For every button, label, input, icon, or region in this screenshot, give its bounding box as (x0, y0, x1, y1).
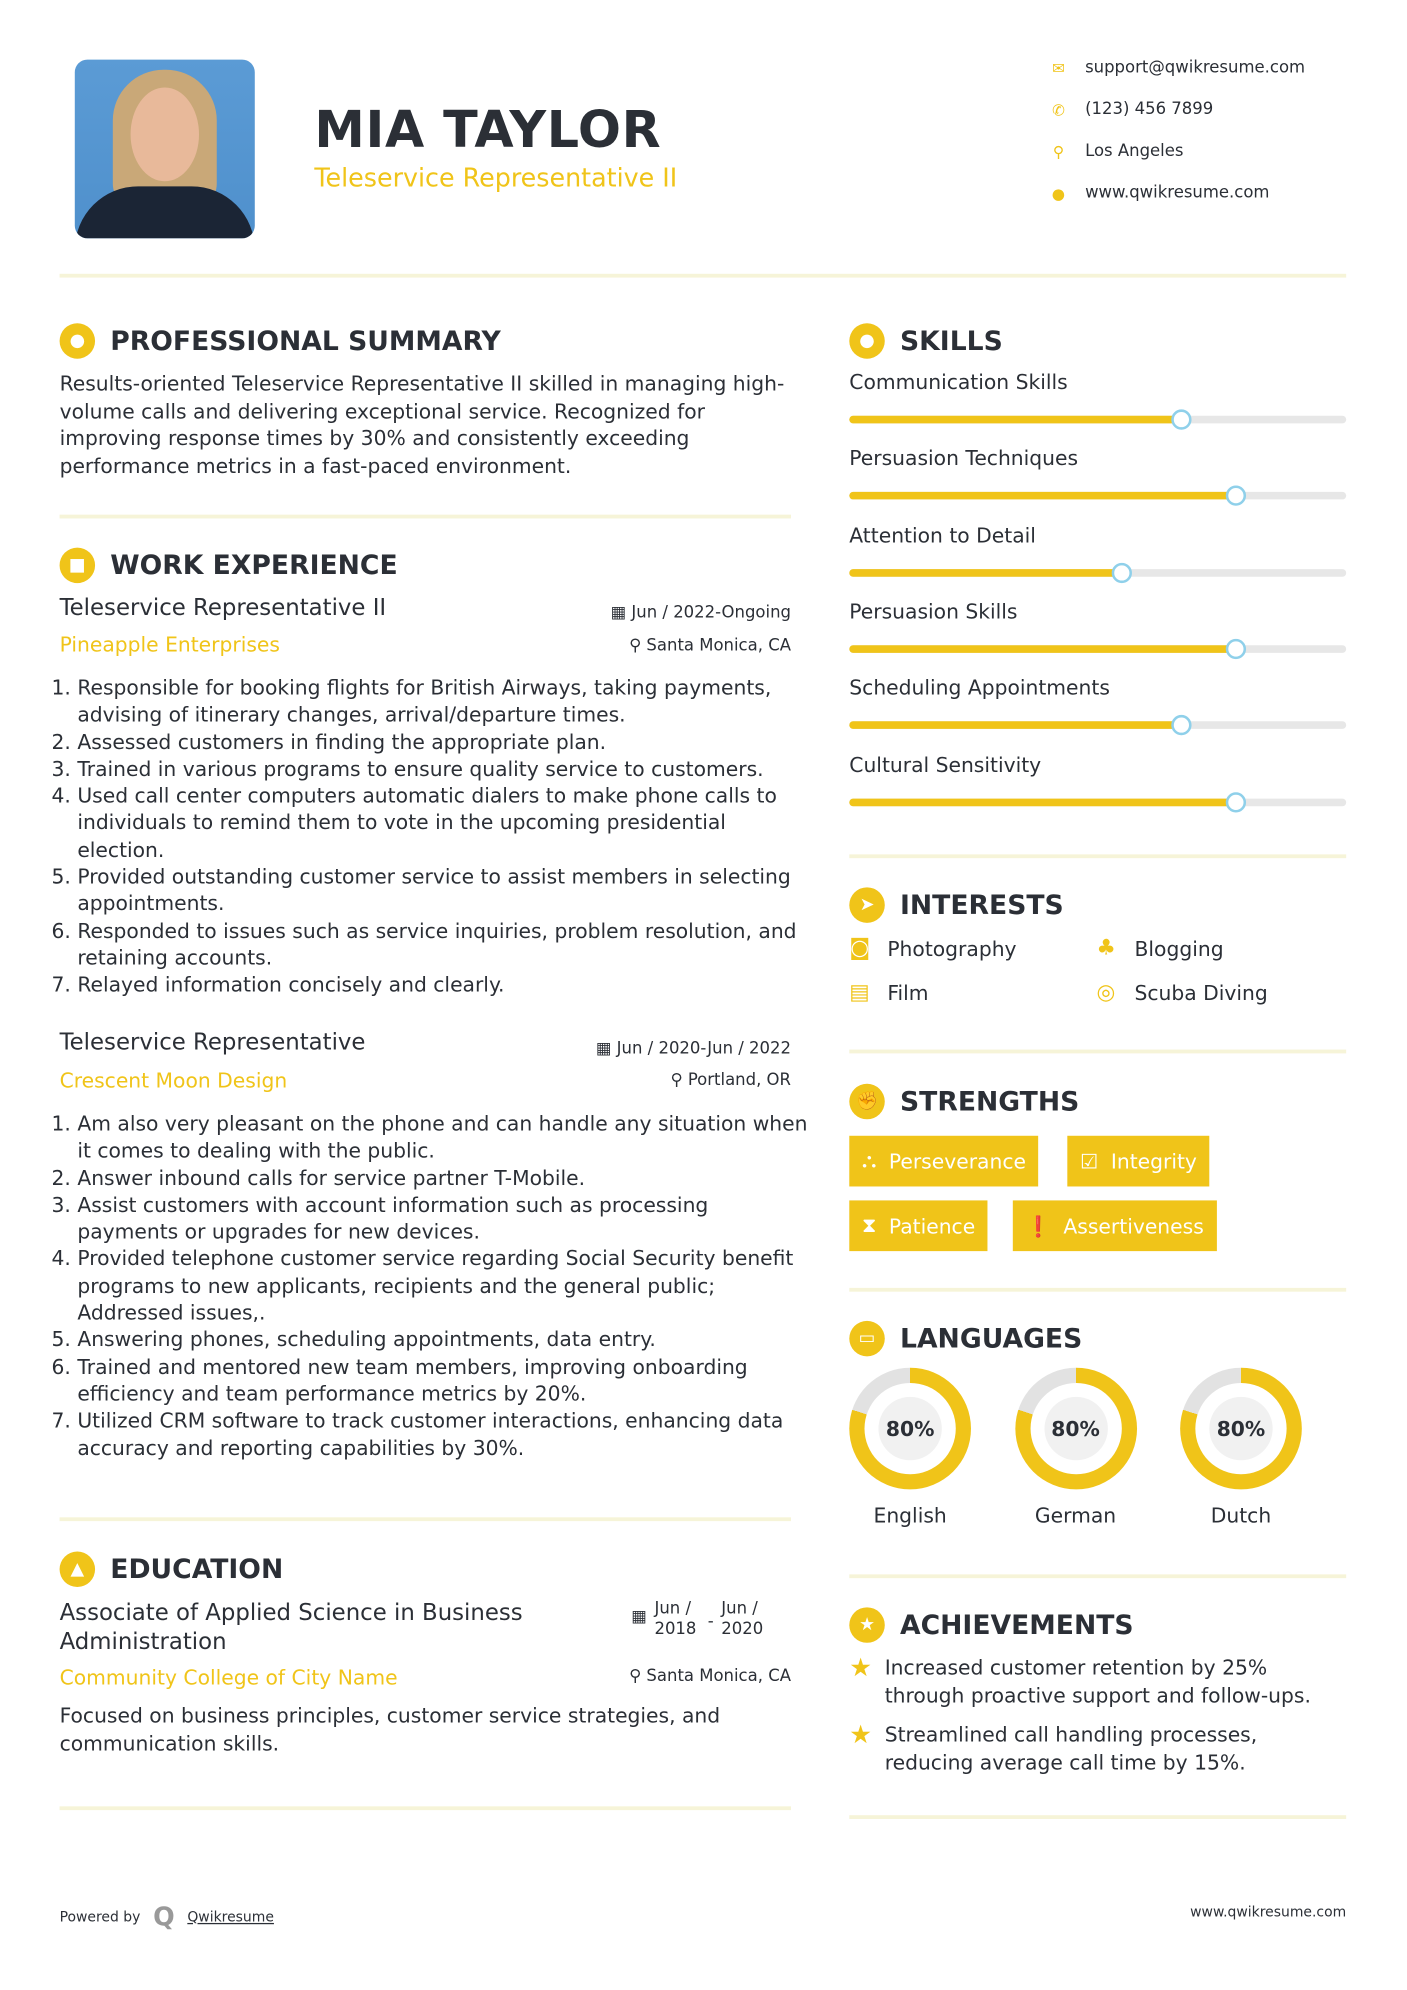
footer-brand (60, 1901, 274, 1931)
duty-item: 4. Provided telephone customer service regarding Social Security benefit programs to new applicants, recipients and the general public; Addressed issues,. (77, 1245, 808, 1326)
interest-item (1096, 935, 1223, 960)
divider (849, 1574, 1346, 1578)
skill-bar (849, 569, 1346, 577)
skill-bar-knob (1225, 639, 1245, 659)
duty-item: 7. Utilized CRM software to track customer interactions, enhancing data accuracy and reporting capabilities by 30%. (77, 1407, 808, 1461)
language-percent: 80% (1209, 1397, 1272, 1460)
binoculars-icon: ⛬ (861, 1148, 877, 1173)
calendar-icon: ▦ (631, 1607, 647, 1627)
skill-bar (849, 492, 1346, 500)
contact-email[interactable] (1050, 58, 1306, 77)
interest-label: Blogging (1134, 936, 1224, 961)
date-start: Jun / 2018 (654, 1599, 697, 1640)
language-name: German (1034, 1503, 1117, 1528)
check-square-icon: ☑ (1079, 1149, 1099, 1174)
skill-bar-fill (849, 798, 1237, 806)
strength-label: Assertiveness (1063, 1213, 1204, 1238)
interest-label: Film (887, 980, 929, 1005)
date-text: Jun / 2022-Ongoing (631, 603, 791, 623)
calendar-icon: ▦ (610, 603, 632, 623)
globe-icon: ● (1051, 184, 1066, 203)
job-title: Teleservice Representative II (59, 594, 387, 622)
contact-text: (123) 456 7899 (1085, 100, 1214, 120)
divider (849, 1815, 1346, 1819)
languages-heading (849, 1321, 1082, 1356)
life-ring-icon: ◎ (1096, 979, 1116, 1006)
location-text: Portland, OR (687, 1071, 791, 1091)
trophy-icon: ★ (849, 1607, 884, 1642)
candidate-name: MIA TAYLOR (314, 101, 662, 160)
date-end: Jun / 2020 (721, 1599, 764, 1640)
skill-bar-fill (849, 645, 1237, 653)
duty-item: 2. Assessed customers in finding the appropriate plan. (77, 728, 808, 755)
interest-item (849, 935, 1016, 960)
candidate-title: Teleservice Representative II (314, 162, 678, 193)
summary-text: Results-oriented Teleservice Representative II skilled in managing high-volume calls and delivering exceptional service. Recognized for improving response times by 30% and consistently exceeding performance metrics in a fast-paced environment. (59, 371, 785, 478)
heading-text: ACHIEVEMENTS (899, 1609, 1134, 1641)
paper-plane-icon: ➤ (849, 887, 884, 922)
job-company: Pineapple Enterprises (59, 632, 280, 657)
duty-item: 5. Provided outstanding customer service to assist members in selecting appointments. (77, 863, 808, 917)
job-duties (60, 674, 809, 998)
star-icon: ★ (849, 1718, 873, 1750)
job-title: Teleservice Representative (59, 1029, 366, 1056)
experience-heading (60, 548, 398, 583)
contact-website[interactable] (1050, 184, 1270, 203)
heading-text: INTERESTS (899, 889, 1064, 921)
degree-title: Associate of Applied Science in Business Administration (59, 1599, 523, 1656)
star-icon: ★ (849, 1651, 873, 1683)
map-pin-icon: ⚲ (1052, 142, 1065, 161)
heading-text: STRENGTHS (899, 1086, 1080, 1117)
envelope-icon: ✉ (1052, 58, 1065, 77)
date-text: Jun / 2020-Jun / 2022 (616, 1039, 791, 1059)
location-text: Santa Monica, CA (646, 1666, 791, 1686)
language-percent: 80% (1044, 1397, 1107, 1460)
skill-name: Scheduling Appointments (849, 675, 1110, 700)
divider (849, 1050, 1346, 1054)
school-location (629, 1667, 791, 1686)
achievement-item (849, 1718, 1343, 1776)
duty-item: 1. Am also very pleasant on the phone and can handle any situation when it comes to dealing with the public. (77, 1110, 808, 1164)
duty-item: 3. Trained in various programs to ensure quality service to customers. (77, 755, 808, 782)
duty-item: 1. Responsible for booking flights for British Airways, taking payments, advising of itinerary changes, arrival/departure times. (77, 674, 808, 728)
strength-chip (1067, 1136, 1209, 1187)
interests-heading (849, 887, 1063, 922)
strengths-heading (849, 1084, 1079, 1119)
fist-icon: ✊ (849, 1084, 884, 1119)
job-location (671, 1071, 791, 1090)
language-progress-ring (1180, 1368, 1302, 1490)
strength-label: Integrity (1110, 1149, 1197, 1174)
duty-item: 6. Responded to issues such as service inquiries, problem resolution, and retaining accounts. (77, 917, 808, 971)
skill-bar (849, 798, 1346, 806)
briefcase-icon: ■ (60, 548, 95, 583)
heading-text: LANGUAGES (899, 1323, 1083, 1354)
footer-url[interactable]: www.qwikresume.com (1190, 1903, 1347, 1921)
heading-text: PROFESSIONAL SUMMARY (110, 325, 501, 357)
skills-heading (849, 323, 1003, 358)
divider (849, 854, 1346, 858)
interest-label: Photography (887, 936, 1017, 961)
calendar-icon: ▦ (595, 1039, 617, 1059)
achievements-heading (849, 1607, 1133, 1642)
divider (60, 1806, 791, 1810)
language-name: English (873, 1503, 947, 1528)
skill-bar-fill (849, 569, 1122, 577)
pin-icon: ⚲ (670, 1071, 688, 1091)
divider (849, 1288, 1346, 1292)
skill-name: Cultural Sensitivity (849, 752, 1042, 777)
film-icon: ▤ (849, 979, 870, 1006)
pin-icon: ⚲ (629, 636, 647, 656)
skill-bar-fill (849, 492, 1237, 500)
education-heading (60, 1552, 284, 1587)
strength-chip (1013, 1200, 1217, 1251)
translate-icon: ▭ (849, 1321, 884, 1356)
language-progress-ring (1015, 1368, 1137, 1490)
job-duties (60, 1110, 809, 1461)
strength-label: Patience (888, 1213, 976, 1238)
achievement-text: Streamlined call handling processes, reducing average call time by 15%. (884, 1722, 1258, 1775)
skill-bar-knob (1171, 715, 1191, 735)
job-date (596, 1039, 791, 1058)
skill-bar (849, 645, 1346, 653)
brand-link[interactable]: Qwikresume (187, 1908, 274, 1925)
divider (60, 515, 791, 519)
skill-name: Persuasion Skills (849, 599, 1018, 624)
powered-by-text: Powered by (59, 1908, 141, 1925)
date-separator: - (707, 1612, 714, 1632)
skill-bar-knob (1111, 562, 1131, 582)
skill-bar-fill (849, 416, 1182, 424)
contact-text: support@qwikresume.com (1085, 58, 1306, 78)
education-description: Focused on business principles, customer service strategies, and communication skills. (59, 1703, 721, 1755)
qwikresume-logo-icon: Q (153, 1901, 175, 1932)
job-date (611, 603, 791, 622)
strength-label: Perseverance (888, 1149, 1026, 1174)
hourglass-icon: ⧗ (861, 1213, 877, 1238)
achievement-text: Increased customer retention by 25% through proactive support and follow-ups. (884, 1655, 1311, 1707)
language-percent: 80% (878, 1397, 941, 1460)
header-divider (60, 274, 1347, 278)
skill-bar (849, 416, 1346, 424)
duty-item: 4. Used call center computers automatic dialers to make phone calls to individuals to remind them to vote in the upcoming presidential election. (77, 782, 808, 863)
duty-item: 3. Assist customers with account information such as processing payments or upgrades for new devices. (77, 1191, 808, 1245)
location-text: Santa Monica, CA (646, 636, 791, 656)
skill-bar-knob (1225, 486, 1245, 506)
summary-heading (60, 323, 501, 358)
skill-bar-knob (1171, 409, 1191, 429)
phone-icon: ✆ (1052, 100, 1065, 119)
heading-text: SKILLS (899, 325, 1003, 357)
lightbulb-icon: ● (849, 323, 884, 358)
duty-item: 7. Relayed information concisely and clearly. (77, 971, 808, 998)
duty-item: 5. Answering phones, scheduling appointments, data entry. (77, 1326, 808, 1353)
interest-item (1096, 980, 1267, 1005)
duty-item: 2. Answer inbound calls for service partner T-Mobile. (77, 1164, 808, 1191)
exclamation-circle-icon: ❗ (1025, 1213, 1051, 1238)
camera-icon: ◙ (849, 935, 871, 961)
graduation-cap-icon: ▲ (60, 1552, 95, 1587)
language-progress-ring (849, 1368, 971, 1490)
job-company: Crescent Moon Design (59, 1068, 288, 1093)
contact-phone (1050, 100, 1214, 119)
skill-bar (849, 722, 1346, 730)
strength-chip (849, 1200, 988, 1251)
users-icon: ♣ (1096, 935, 1116, 961)
skill-bar-knob (1225, 792, 1245, 812)
heading-text: WORK EXPERIENCE (110, 550, 398, 581)
education-dates (631, 1600, 767, 1641)
skill-name: Attention to Detail (849, 523, 1036, 548)
achievement-item (849, 1651, 1343, 1709)
interest-label: Scuba Diving (1134, 980, 1268, 1005)
school-name: Community College of City Name (59, 1665, 398, 1690)
strength-chip (849, 1136, 1038, 1187)
profile-photo (75, 60, 255, 239)
heading-text: EDUCATION (110, 1554, 284, 1585)
user-icon: ● (60, 323, 95, 358)
job-location (629, 636, 791, 655)
contact-text: www.qwikresume.com (1085, 183, 1270, 203)
duty-item: 6. Trained and mentored new team members, improving onboarding efficiency and team performance metrics by 20%. (77, 1353, 808, 1407)
skill-bar-fill (849, 722, 1182, 730)
skill-name: Persuasion Techniques (849, 446, 1079, 471)
divider (60, 1517, 791, 1521)
pin-icon: ⚲ (629, 1666, 647, 1686)
interest-item (849, 980, 928, 1005)
contact-text: Los Angeles (1085, 141, 1184, 161)
contact-location (1050, 142, 1184, 161)
language-name: Dutch (1210, 1503, 1272, 1528)
skill-name: Communication Skills (849, 370, 1068, 395)
